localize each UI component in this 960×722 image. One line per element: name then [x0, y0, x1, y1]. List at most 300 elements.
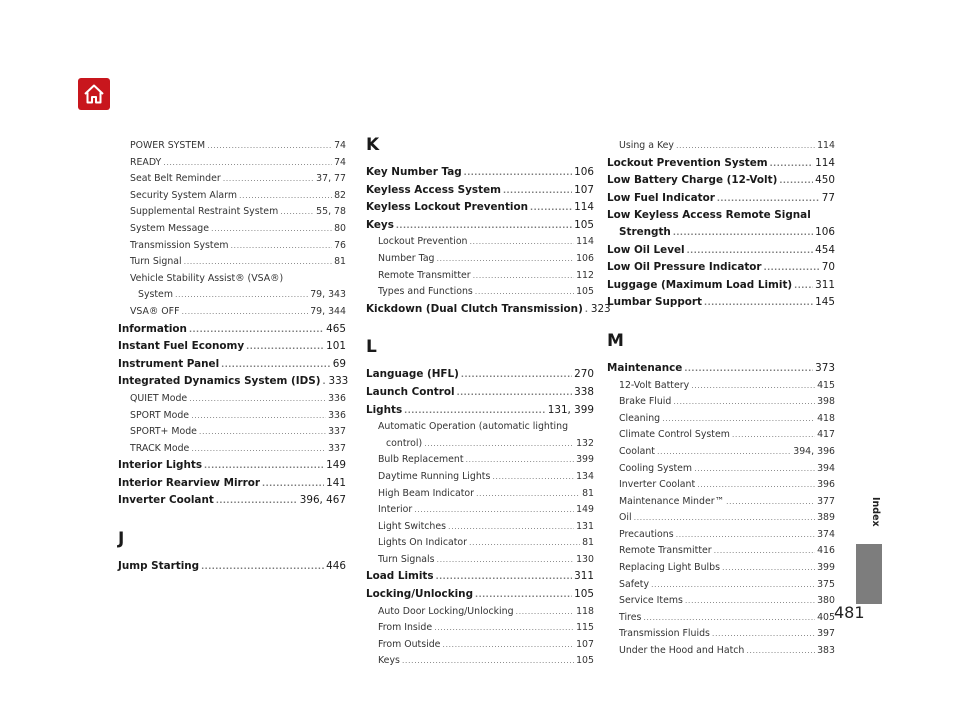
index-entry-term: Types and Functions [378, 286, 473, 298]
index-entry-page[interactable]: 74 [334, 156, 346, 168]
index-entry [118, 321, 346, 339]
index-entry [118, 558, 346, 576]
index-entry [607, 643, 835, 660]
index-entry [607, 560, 835, 577]
index-entry-page[interactable]: 131, 399 [547, 403, 594, 416]
index-entry [118, 221, 346, 238]
index-entry-page[interactable]: 373 [815, 361, 835, 374]
side-tab-label[interactable]: Index [870, 497, 881, 527]
index-entry [366, 502, 594, 519]
index-entry-page[interactable]: 79, 343 [310, 289, 346, 301]
index-entry [118, 424, 346, 441]
dot-leader [717, 190, 820, 208]
dot-leader [732, 427, 815, 444]
index-entry-term: Interior [378, 504, 413, 516]
dot-leader [211, 221, 332, 238]
dot-leader [280, 204, 314, 221]
dot-leader [651, 577, 815, 594]
dot-leader [414, 502, 574, 519]
dot-leader [704, 294, 813, 312]
index-entry-term: Lockout Prevention System [607, 156, 768, 169]
side-tab[interactable] [856, 544, 882, 604]
dot-leader [207, 138, 332, 155]
index-entry-page[interactable]: 394, 396 [793, 445, 835, 457]
index-entry-page[interactable]: 105 [576, 286, 594, 298]
index-entry-term: Vehicle Stability Assist® (VSA®) [130, 272, 284, 284]
dot-leader [437, 552, 575, 569]
dot-leader [424, 436, 574, 453]
index-entry-page[interactable]: 114 [576, 236, 594, 248]
dot-leader [764, 259, 820, 277]
index-entry [118, 254, 346, 271]
index-entry [366, 234, 594, 251]
index-entry [118, 155, 346, 172]
index-entry [366, 402, 594, 420]
index-entry-term: Luggage (Maximum Load Limit) [607, 278, 793, 291]
index-entry-page[interactable]: 338 [574, 385, 594, 398]
index-entry [607, 527, 835, 544]
index-entry [366, 620, 594, 637]
index-entry-page[interactable]: 37, 77 [316, 173, 346, 185]
index-entry-page[interactable]: 105 [574, 588, 594, 601]
dot-leader [322, 373, 326, 391]
index-entry [366, 366, 594, 384]
index-entry-page[interactable]: 79, 344 [310, 305, 346, 317]
dot-leader [434, 620, 574, 637]
dot-leader [530, 199, 572, 217]
section-letter-j: J [118, 529, 125, 550]
index-entry-page[interactable]: 114 [817, 140, 835, 151]
index-entry-page[interactable]: 416 [817, 545, 835, 557]
dot-leader [191, 441, 326, 458]
index-entry-page[interactable]: 107 [574, 183, 594, 196]
dot-leader [712, 626, 815, 643]
index-entry-page[interactable]: 134 [576, 470, 594, 482]
index-entry-term: Under the Hood and Hatch [619, 645, 745, 657]
index-entry-page[interactable]: 114 [815, 156, 835, 169]
dot-leader [516, 604, 575, 621]
dot-leader [189, 391, 326, 408]
dot-leader [189, 321, 324, 339]
dot-leader [794, 277, 813, 295]
index-entry-term: Strength [619, 225, 671, 238]
index-entry-page[interactable]: 115 [576, 622, 594, 634]
index-entry-term: Maintenance [607, 361, 683, 374]
index-entry [366, 284, 594, 301]
index-entry-page[interactable]: 311 [815, 278, 835, 291]
dot-leader [475, 284, 574, 301]
index-entry [607, 224, 835, 242]
index-entry-term: Lumbar Support [607, 296, 703, 309]
index-entry-page[interactable]: 118 [576, 605, 594, 617]
index-entry [607, 411, 835, 428]
index-entry-page[interactable]: 337 [328, 442, 346, 454]
index-entry-page[interactable]: 76 [334, 239, 346, 251]
index-entry-term: Cooling System [619, 462, 693, 474]
index-entry-page[interactable]: 55, 78 [316, 206, 346, 218]
index-entry-page[interactable]: 74 [334, 140, 346, 151]
dot-leader [746, 643, 815, 660]
index-entry-term: Cleaning [619, 412, 661, 424]
index-entry [118, 356, 346, 374]
index-entry-page[interactable]: 399 [576, 454, 594, 466]
section-letter-l: L [366, 337, 377, 358]
index-entry-page[interactable]: 380 [817, 595, 835, 607]
index-entry [118, 304, 346, 321]
index-list-l [366, 366, 594, 670]
index-entry-term: Transmission System [130, 239, 229, 251]
index-entry [607, 444, 835, 461]
index-entry-term: QUIET Mode [130, 392, 188, 404]
index-entry-page[interactable]: 130 [576, 553, 594, 565]
dot-leader [175, 287, 308, 304]
dot-leader [262, 475, 324, 493]
index-entry-term: Seat Belt Reminder [130, 173, 221, 185]
dot-leader [448, 519, 574, 536]
dot-leader [437, 251, 575, 268]
dot-leader [469, 535, 580, 552]
index-entry [366, 182, 594, 200]
dot-leader [402, 653, 574, 670]
index-entry-page[interactable]: 270 [574, 368, 594, 381]
index-entry-term: Light Switches [378, 520, 447, 532]
index-entry-page[interactable]: 465 [326, 322, 346, 335]
index-list-l-continued [607, 138, 835, 312]
index-entry-page[interactable]: 101 [326, 340, 346, 353]
index-entry-page[interactable]: 81 [582, 487, 594, 499]
index-entry-term: Kickdown (Dual Clutch Transmission) [366, 302, 583, 315]
index-entry-term: Lockout Prevention [378, 236, 468, 248]
index-entry-term: Interior Rearview Mirror [118, 476, 261, 489]
index-entry-term: Number Tag [378, 252, 435, 264]
index-list-i [118, 138, 349, 510]
index-entry-term: Remote Transmitter [619, 545, 712, 557]
index-entry-page[interactable]: 374 [817, 528, 835, 540]
index-entry [607, 427, 835, 444]
index-entry-term: control) [386, 437, 423, 449]
index-entry [118, 271, 346, 288]
dot-leader [684, 360, 813, 378]
index-entry [366, 535, 594, 552]
index-entry-term: Instrument Panel [118, 357, 220, 370]
index-entry [366, 436, 594, 453]
dot-leader [673, 224, 813, 242]
index-entry [607, 394, 835, 411]
dot-leader [216, 492, 298, 510]
index-entry [607, 510, 835, 527]
index-entry-term: Low Fuel Indicator [607, 191, 715, 204]
index-entry [607, 294, 835, 312]
index-entry-term: Security System Alarm [130, 189, 238, 201]
index-entry-page[interactable]: 145 [815, 296, 835, 309]
index-entry-term: Language (HFL) [366, 368, 459, 381]
index-entry-page[interactable]: 396, 467 [299, 494, 346, 507]
dot-leader [470, 234, 575, 251]
index-entry [118, 391, 346, 408]
index-entry-term: Inverter Coolant [118, 494, 214, 507]
dot-leader [199, 424, 326, 441]
index-entry-term: Instant Fuel Economy [118, 340, 245, 353]
index-entry-page[interactable]: 69 [332, 357, 346, 370]
index-entry-page[interactable]: 396 [817, 479, 835, 491]
dot-leader [694, 461, 815, 478]
index-entry-term: System [138, 289, 173, 301]
index-entry-page[interactable]: 82 [334, 189, 346, 201]
dot-leader [436, 568, 573, 586]
index-entry-page[interactable]: 337 [328, 426, 346, 438]
index-entry-page[interactable]: 81 [582, 537, 594, 549]
index-entry [607, 494, 835, 511]
index-entry-page[interactable]: 149 [576, 504, 594, 516]
index-entry-page[interactable]: 417 [817, 429, 835, 441]
dot-leader [163, 155, 332, 172]
index-entry [607, 477, 835, 494]
index-entry [366, 268, 594, 285]
index-entry-term: Turn Signals [378, 553, 435, 565]
dot-leader [687, 242, 814, 260]
index-entry [607, 207, 835, 224]
index-entry-page[interactable]: 394 [817, 462, 835, 474]
dot-leader [662, 411, 815, 428]
dot-leader [475, 586, 572, 604]
dot-leader [714, 543, 815, 560]
dot-leader [779, 172, 813, 190]
dot-leader [673, 394, 815, 411]
index-entry [607, 259, 835, 277]
index-entry [366, 199, 594, 217]
dot-leader [691, 378, 815, 395]
index-entry-term: Inverter Coolant [619, 479, 696, 491]
index-entry-page[interactable]: 106 [574, 166, 594, 178]
index-entry-term: Transmission Fluids [619, 628, 710, 640]
index-entry-term: Locking/Unlocking [366, 588, 474, 601]
index-entry-term: Low Oil Level [607, 243, 685, 256]
dot-leader [585, 301, 589, 319]
dot-leader [676, 138, 815, 155]
home-button[interactable] [78, 78, 110, 110]
index-entry [366, 301, 611, 319]
index-entry [366, 217, 594, 235]
index-entry-term: Remote Transmitter [378, 269, 471, 281]
index-entry [366, 486, 594, 503]
index-entry-page[interactable]: 405 [817, 611, 835, 623]
index-entry-page[interactable]: 311 [574, 570, 594, 583]
dot-leader [442, 637, 574, 654]
index-entry-page[interactable]: 70 [821, 261, 835, 274]
index-entry-term: From Outside [378, 638, 441, 650]
dot-leader [396, 217, 572, 235]
index-entry-page[interactable]: 375 [817, 578, 835, 590]
dot-leader [204, 457, 324, 475]
index-entry-page[interactable]: 141 [326, 476, 346, 489]
dot-leader [676, 527, 816, 544]
index-entry-page[interactable]: 131 [576, 520, 594, 532]
dot-leader [685, 593, 815, 610]
index-entry [607, 593, 835, 610]
index-entry [118, 492, 346, 510]
index-entry-term: Low Keyless Access Remote Signal [607, 209, 811, 222]
index-entry [607, 190, 835, 208]
index-entry-page[interactable]: 114 [574, 201, 594, 214]
index-entry-term: Service Items [619, 595, 683, 607]
index-entry-page[interactable]: 398 [817, 396, 835, 408]
index-entry-page[interactable]: 399 [817, 562, 835, 574]
index-entry-page[interactable]: 389 [817, 512, 835, 524]
index-entry-term: Launch Control [366, 385, 455, 398]
index-entry-term: System Message [130, 222, 210, 234]
index-entry-term: Keyless Access System [366, 183, 501, 196]
dot-leader [221, 356, 331, 374]
index-entry-term: Safety [619, 578, 649, 590]
index-entry [366, 637, 594, 654]
dot-leader [503, 182, 572, 200]
index-entry [118, 238, 346, 255]
index-entry-page[interactable]: 80 [334, 222, 346, 234]
index-entry [366, 552, 594, 569]
dot-leader [726, 494, 815, 511]
index-entry-term: Lights [366, 403, 403, 416]
index-entry [366, 604, 594, 621]
index-entry-page[interactable]: 397 [817, 628, 835, 640]
dot-leader [201, 558, 324, 576]
index-entry-term: Low Oil Pressure Indicator [607, 261, 762, 274]
index-entry-term: Information [118, 322, 187, 335]
index-entry [607, 543, 835, 560]
index-entry-page[interactable]: 418 [817, 412, 835, 424]
dot-leader [697, 477, 815, 494]
dot-leader [404, 402, 546, 420]
index-entry-page[interactable]: 105 [576, 655, 594, 667]
index-entry-term: Automatic Operation (automatic lighting [378, 421, 569, 433]
index-entry-term: Keys [366, 218, 394, 231]
index-entry-page[interactable]: 336 [328, 392, 346, 404]
index-entry-page[interactable]: 112 [576, 269, 594, 281]
index-entry [607, 461, 835, 478]
index-entry [366, 519, 594, 536]
index-entry [366, 251, 594, 268]
index-entry-term: Tires [619, 611, 642, 623]
index-entry [118, 457, 346, 475]
index-entry-term: Interior Lights [118, 459, 203, 472]
index-entry-page[interactable]: 333 [328, 375, 349, 388]
index-entry-term: Keyless Lockout Prevention [366, 201, 529, 214]
index-entry-term: Oil [619, 512, 632, 524]
index-entry [366, 653, 594, 670]
index-entry-page[interactable]: 132 [576, 437, 594, 449]
index-entry [607, 577, 835, 594]
index-entry [118, 171, 346, 188]
index-entry-term: Daytime Running Lights [378, 470, 491, 482]
index-entry-term: READY [130, 156, 162, 168]
dot-leader [643, 610, 815, 627]
index-entry [607, 277, 835, 295]
index-entry [607, 172, 835, 190]
index-entry-page[interactable]: 106 [815, 225, 835, 238]
index-entry-term: Load Limits [366, 570, 434, 583]
index-entry-term: SPORT+ Mode [130, 426, 197, 438]
index-entry-page[interactable]: 323 [590, 302, 611, 315]
index-entry-page[interactable]: 107 [576, 638, 594, 650]
index-entry-term: Low Battery Charge (12-Volt) [607, 174, 778, 187]
index-entry-term: Lights On Indicator [378, 537, 467, 549]
index-entry-term: Keys [378, 655, 400, 667]
index-column-3 [607, 138, 835, 660]
index-entry [118, 475, 346, 493]
index-entry [118, 287, 346, 304]
index-entry-term: Precautions [619, 528, 674, 540]
dot-leader [722, 560, 815, 577]
index-entry-page[interactable]: 454 [815, 243, 835, 256]
index-entry [366, 164, 594, 182]
index-entry-term: VSA® OFF [130, 305, 180, 317]
index-entry-page[interactable]: 415 [817, 379, 835, 391]
index-entry [118, 441, 346, 458]
dot-leader [231, 238, 333, 255]
index-entry [607, 242, 835, 260]
index-entry-term: Replacing Light Bulbs [619, 562, 720, 574]
index-entry [366, 586, 594, 604]
index-entry-term: Coolant [619, 445, 655, 457]
index-entry-term: 12-Volt Battery [619, 379, 690, 391]
index-entry-page[interactable]: 377 [817, 495, 835, 507]
index-entry-term: Jump Starting [118, 560, 200, 573]
dot-leader [634, 510, 816, 527]
index-entry-page[interactable]: 77 [821, 191, 835, 204]
index-entry-page[interactable]: 336 [328, 409, 346, 421]
dot-leader [466, 452, 575, 469]
dot-leader [492, 469, 574, 486]
index-entry-term: SPORT Mode [130, 409, 190, 421]
dot-leader [181, 304, 308, 321]
index-entry [366, 384, 594, 402]
index-entry [607, 610, 835, 627]
index-entry [366, 419, 594, 436]
index-entry [607, 378, 835, 395]
index-entry [118, 373, 349, 391]
index-entry-term: Climate Control System [619, 429, 730, 441]
index-entry-term: High Beam Indicator [378, 487, 475, 499]
index-column-1 [118, 138, 349, 576]
index-entry [366, 568, 594, 586]
index-entry [607, 360, 835, 378]
dot-leader [476, 486, 580, 503]
section-letter-k: K [366, 135, 380, 155]
index-entry-page[interactable]: 106 [576, 252, 594, 264]
index-entry [366, 452, 594, 469]
index-entry-page[interactable]: 81 [334, 256, 346, 268]
index-entry [607, 626, 835, 643]
dot-leader [223, 171, 314, 188]
index-entry-page[interactable]: 383 [817, 645, 835, 657]
dot-leader [464, 164, 573, 182]
home-icon [82, 82, 106, 106]
dot-leader [457, 384, 573, 402]
dot-leader [239, 188, 332, 205]
index-entry-page[interactable]: 149 [326, 459, 346, 472]
index-entry [118, 338, 346, 356]
index-entry [118, 408, 346, 425]
index-entry-page[interactable]: 105 [574, 218, 594, 231]
index-entry-term: TRACK Mode [130, 442, 190, 454]
dot-leader [770, 155, 814, 173]
index-entry-page[interactable]: 450 [815, 174, 835, 187]
index-entry-term: From Inside [378, 622, 433, 634]
index-entry-term: Key Number Tag [366, 166, 462, 178]
index-entry-term: Turn Signal [130, 256, 182, 268]
index-entry-term: Maintenance Minder™ [619, 495, 724, 507]
dot-leader [184, 254, 332, 271]
index-entry-page[interactable]: 446 [326, 560, 346, 573]
